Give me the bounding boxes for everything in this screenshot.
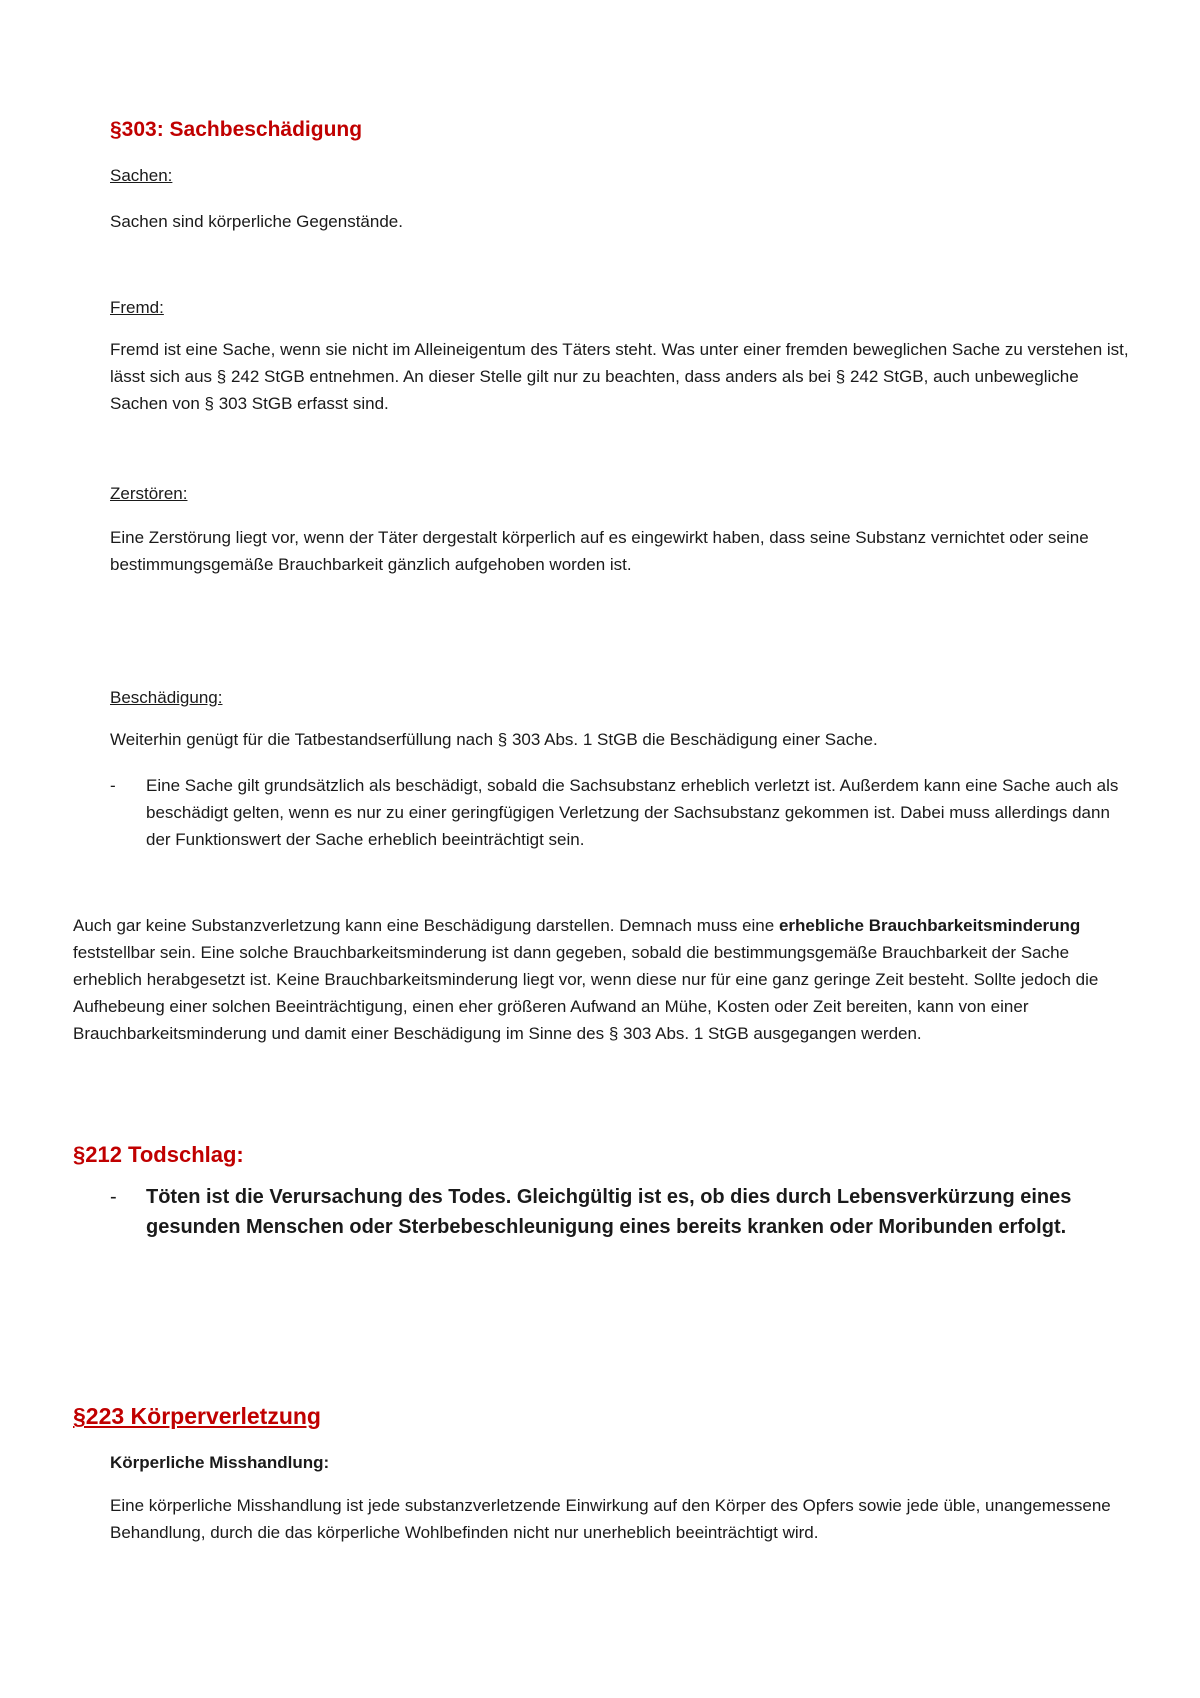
substanz-text-part1: Auch gar keine Substanzverletzung kann eine Beschädigung darstellen. Demnach muss eine <box>73 916 779 935</box>
substanz-text-part2: feststellbar sein. Eine solche Brauchbarkeitsminderung ist dann gegeben, sobald die bestimmungsgemäße Brauchbarkeit der Sache erheblich herabgesetzt ist. Keine Brauchbarkeitsminderung liegt vor, wenn diese nur für eine ganz geringe Zeit besteht. Sollte jedoch die Aufhebeung einer solchen Beeinträchtigung, einen eher größeren Aufwand an Mühe, Kosten oder Zeit bereiten, kann von einer Brauchbarkeitsminderung und damit einer Beschädigung im Sinne des § 303 Abs. 1 StGB ausgegangen werden. <box>73 943 1099 1043</box>
section-303-title: §303: Sachbeschädigung <box>110 118 363 141</box>
fremd-heading: Fremd: <box>110 298 164 317</box>
bullet-text: Eine Sache gilt grundsätzlich als beschädigt, sobald die Sachsubstanz erheblich verletzt ist. Außerdem kann eine Sache auch als beschädigt gelten, wenn es nur zu einer geringfügigen Verletzung der Sachsubstanz gekommen ist. Dabei muss allerdings dann der Funktionswert der Sache erheblich beeinträchtigt sein. <box>146 776 1119 849</box>
fremd-text: Fremd ist eine Sache, wenn sie nicht im Alleineigentum des Täters steht. Was unter einer fremden beweglichen Sache zu verstehen ist, lässt sich aus § 242 StGB entnehmen. An dieser Stelle gilt nur zu beachten, dass anders als bei § 242 StGB, auch unbewegliche Sachen von § 303 StGB erfasst sind. <box>110 340 1129 413</box>
bullet-dash: - <box>110 1186 117 1208</box>
bullet-dash: - <box>110 776 116 795</box>
zerstoeren-text: Eine Zerstörung liegt vor, wenn der Täter dergestalt körperlich auf es eingewirkt haben, dass seine Substanz vernichtet oder seine bestimmungsgemäße Brauchbarkeit gänzlich aufgehoben worden ist. <box>110 528 1089 574</box>
zerstoeren-heading: Zerstören: <box>110 484 188 503</box>
misshandlung-heading: Körperliche Misshandlung: <box>110 1453 330 1472</box>
beschaedigung-heading: Beschädigung: <box>110 688 223 707</box>
misshandlung-text: Eine körperliche Misshandlung ist jede substanzverletzende Einwirkung auf den Körper des Opfers sowie jede üble, unangemessene Behandlung, durch die das körperliche Wohlbefinden nicht nur unerheblich beeinträchtigt wird. <box>110 1496 1111 1542</box>
sachen-text: Sachen sind körperliche Gegenstände. <box>110 212 403 231</box>
substanzverletzung-paragraph <box>73 912 1130 1047</box>
beschaedigung-bullet <box>110 772 1130 856</box>
sachen-heading: Sachen: <box>110 166 173 185</box>
beschaedigung-text: Weiterhin genügt für die Tatbestandserfüllung nach § 303 Abs. 1 StGB die Beschädigung einer Sache. <box>110 730 878 749</box>
todschlag-bullet <box>110 1182 1130 1246</box>
section-223-title: §223 Körperverletzung <box>73 1403 321 1429</box>
substanz-bold: erhebliche Brauchbarkeitsminderung <box>778 916 1081 935</box>
section-212-title: §212 Todschlag: <box>73 1142 244 1167</box>
bullet-text: Töten ist die Verursachung des Todes. Gleichgültig ist es, ob dies durch Lebensverkürzung eines gesunden Menschen oder Sterbebeschleunigung eines bereits kranken oder Moribunden erfolgt. <box>146 1186 1072 1238</box>
